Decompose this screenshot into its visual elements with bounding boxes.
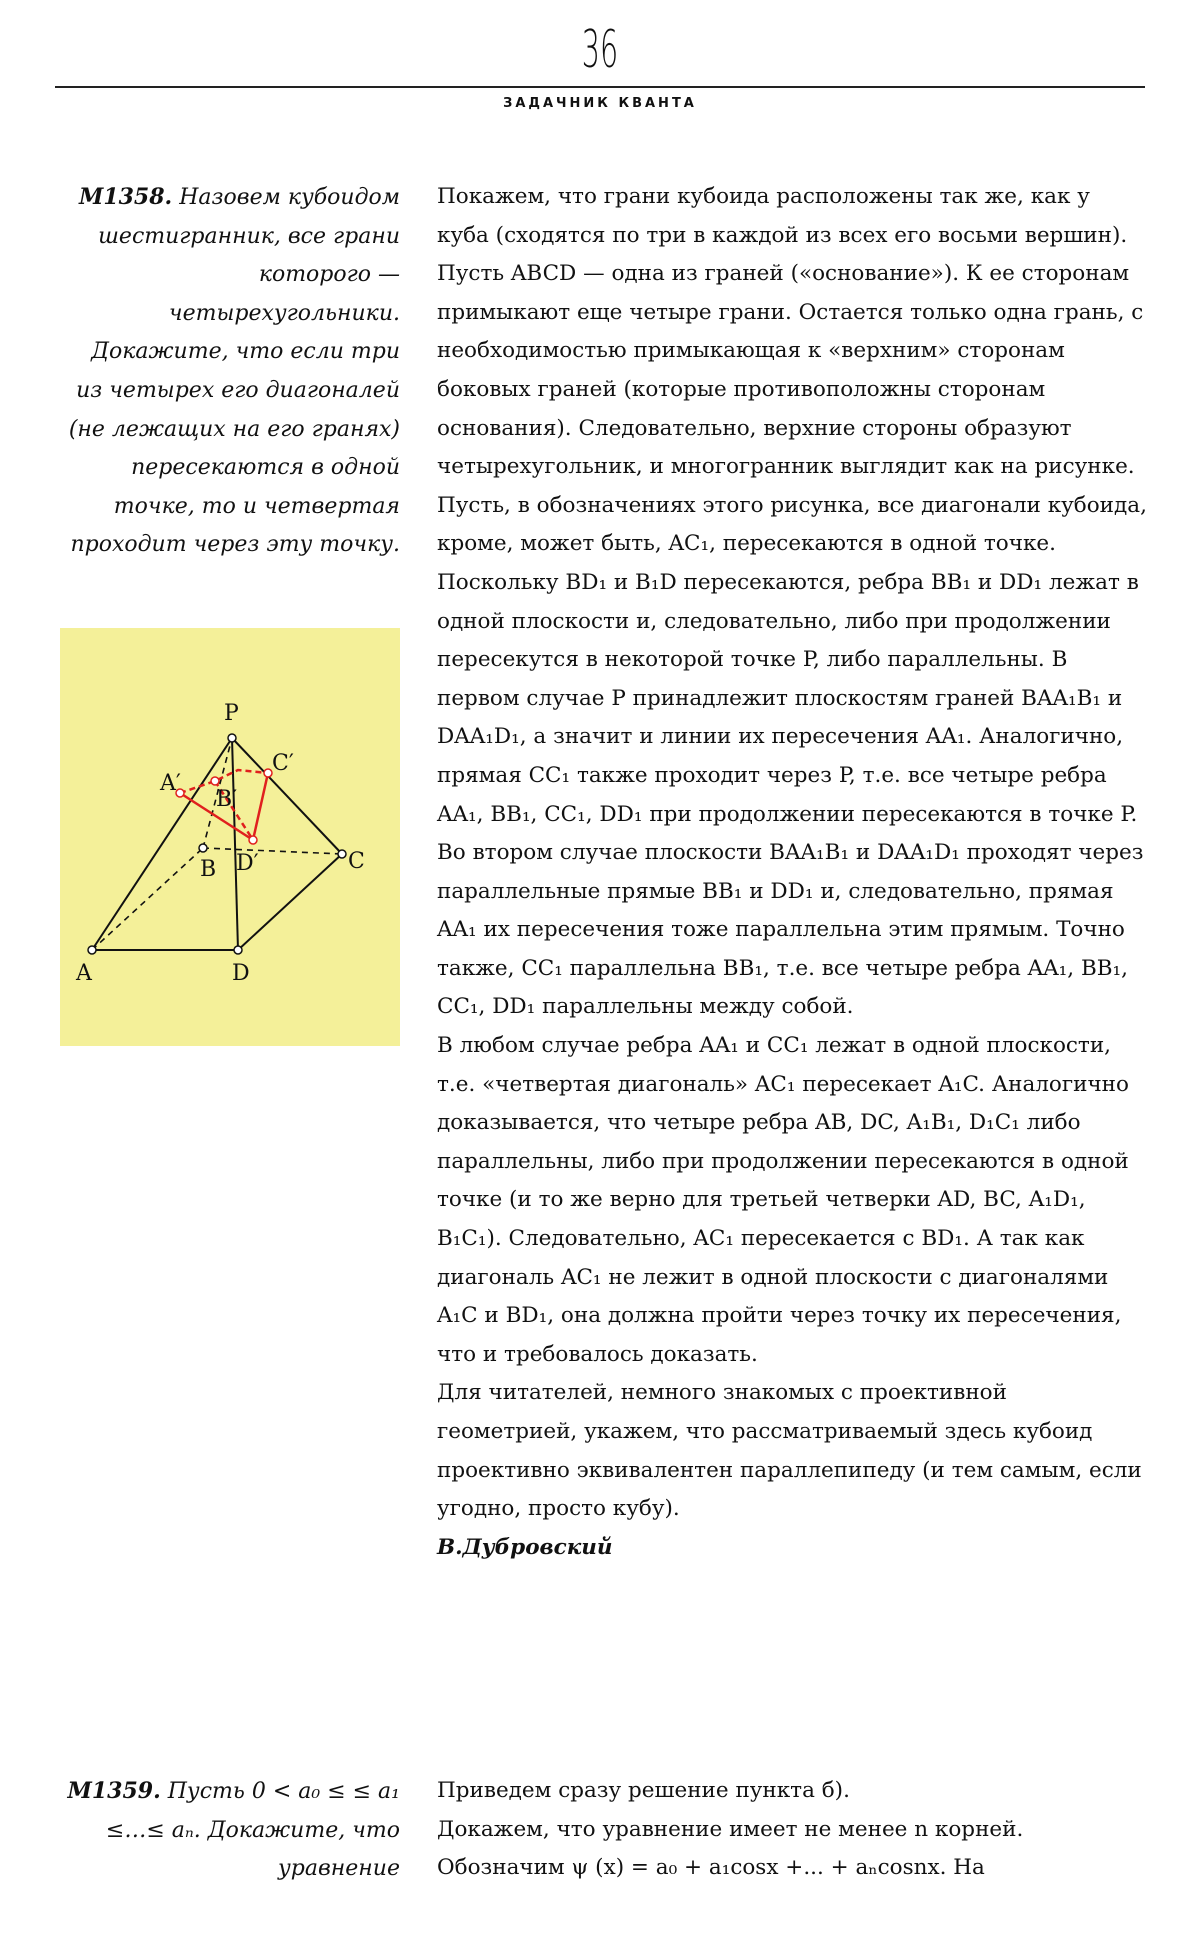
- solution-1-paragraph-1: Покажем, что грани кубоида расположены так же, как у куба (сходятся по три в каждой из всех его восьми вершин).: [437, 184, 1128, 248]
- solution-1-paragraph-5: Для читателей, немного знакомых с проективной геометрией, укажем, что рассматриваемый здесь кубоид проективно эквивалентен параллепипеду (и тем самым, если угодно, просто кубу).: [437, 1380, 1142, 1522]
- solution-1-paragraph-4: В любом случае ребра AA₁ и CC₁ лежат в одной плоскости, т.е. «четвертая диагональ» AC₁ пересекает A₁C. Аналогично доказывается, что четыре ребра AB, DC, A₁B₁, D₁C₁ либо параллельны, либо при продолжении пересекаются в одной точке (и то же верно для третьей четверки AD, BC, A₁D₁, B₁C₁). Следовательно, AC₁ пересекается с BD₁. А так как диагональ AC₁ не лежит в одной плоскости с диагоналями A₁C и BD₁, она должна пройти через точку их пересечения, что и требовалось доказать.: [437, 1033, 1129, 1367]
- label-d1: D′: [236, 851, 259, 876]
- problem-1-statement: [60, 178, 400, 565]
- label-b1: B′: [216, 787, 238, 812]
- solution-2-line-2: Докажем, что уравнение имеет не менее n корней.: [437, 1816, 1024, 1842]
- solution-1: [437, 178, 1147, 1567]
- problem-1-text: Назовем кубоидом шестигранник, все грани которого — четырехугольники. Докажите, что если три из четырех его диагоналей (не лежащих на его гранях) пересекаются в одной точке, то и четвертая проходит через эту точку.: [68, 185, 400, 558]
- header-rule: [55, 86, 1145, 88]
- figure-cuboid: [60, 628, 400, 1046]
- figure-hidden-edges: [92, 738, 342, 950]
- label-c1: C′: [272, 751, 294, 776]
- figure-solid-edges: [92, 738, 342, 950]
- solution-2-line-1: Приведем сразу решение пункта б).: [437, 1778, 850, 1803]
- problem-2-text: Пусть 0 < a₀ ≤ ≤ a₁ ≤…≤ aₙ. Докажите, что уравнение: [105, 1779, 400, 1882]
- page-number: 36: [581, 20, 619, 80]
- label-a: A: [76, 961, 92, 986]
- label-d: D: [232, 961, 250, 986]
- problem-2-id: М1359.: [67, 1778, 161, 1804]
- label-c: C: [348, 849, 365, 874]
- solution-1-paragraph-2: Пусть ABCD — одна из граней («основание»). К ее сторонам примыкают еще четыре грани. Остается только одна грань, с необходимостью примыкающая к «верхним» сторонам боковых граней (которые противоположны сторонам основания). Следовательно, верхние стороны образуют четырехугольник, и многогранник выглядит как на рисунке.: [437, 261, 1144, 480]
- figure-cuboid-svg: [60, 628, 400, 1046]
- problem-1-id: М1358.: [78, 184, 173, 210]
- solution-2: [437, 1772, 1147, 1888]
- label-p: P: [224, 701, 239, 726]
- solution-1-paragraph-3: Пусть, в обозначениях этого рисунка, все диагонали кубоида, кроме, может быть, AC₁, пересекаются в одной точке. Поскольку BD₁ и B₁D пересекаются, ребра BB₁ и DD₁ лежат в одной плоскости и, следовательно, либо при продолжении пересекутся в некоторой точке P, либо параллельны. В первом случае P принадлежит плоскостям граней BAA₁B₁ и DAA₁D₁, а значит и линии их пересечения AA₁. Аналогично, прямая CC₁ также проходит через P, т.е. все четыре ребра AA₁, BB₁, CC₁, DD₁ при продолжении пересекаются в точке P. Во втором случае плоскости BAA₁B₁ и DAA₁D₁ проходят через параллельные прямые BB₁ и DD₁ и, следовательно, прямая AA₁ их пересечения тоже параллельна этим прямым. Точно также, CC₁ параллельна BB₁, т.е. все четыре ребра AA₁, BB₁, CC₁, DD₁ параллельны между собой.: [437, 492, 1147, 1020]
- label-a1: A′: [160, 771, 181, 796]
- problem-2-statement: [60, 1772, 400, 1889]
- label-b: B: [200, 857, 217, 882]
- solution-1-signature: В.Дубровский: [437, 1534, 613, 1560]
- running-header: ЗАДАЧНИК КВАНТА: [503, 96, 697, 111]
- solution-2-line-3: Обозначим ψ (x) = a₀ + a₁cosx +... + aₙcosnx. На: [437, 1855, 985, 1881]
- figure-vertices: [88, 734, 346, 954]
